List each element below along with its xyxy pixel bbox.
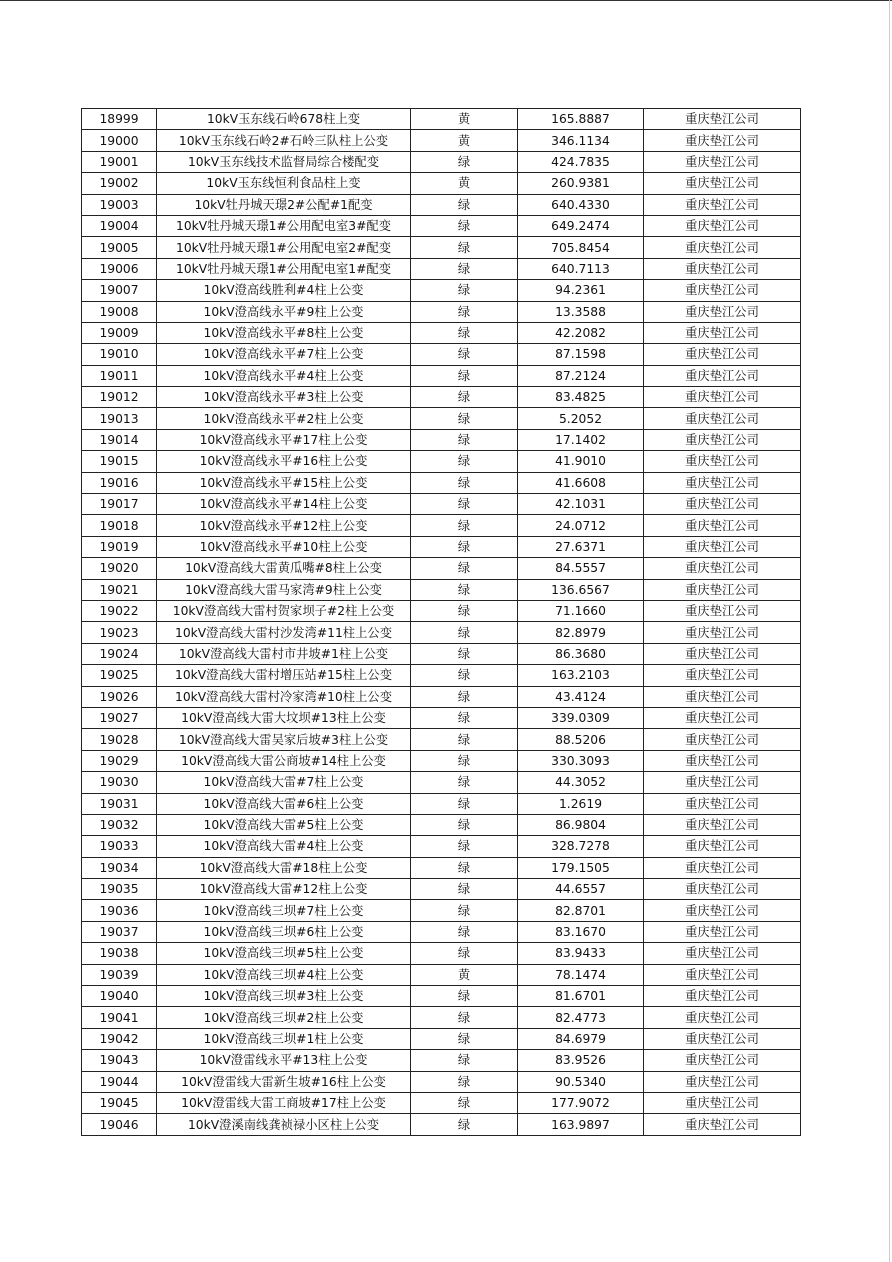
cell-value: 1.2619 — [518, 793, 644, 814]
table-row — [82, 814, 801, 835]
cell-value: 136.6567 — [518, 579, 644, 600]
table-body — [82, 109, 801, 1136]
cell-status: 绿 — [411, 729, 518, 750]
cell-status: 绿 — [411, 750, 518, 771]
cell-value: 88.5206 — [518, 729, 644, 750]
cell-transformer-name: 10kV澄高线永平#9柱上公变 — [157, 301, 411, 322]
cell-transformer-name: 10kV澄高线永平#2柱上公变 — [157, 408, 411, 429]
cell-value: 165.8887 — [518, 109, 644, 130]
table-row — [82, 215, 801, 236]
cell-id: 19035 — [82, 879, 157, 900]
cell-status: 绿 — [411, 365, 518, 386]
cell-transformer-name: 10kV玉东线石岭2#石岭三队柱上公变 — [157, 130, 411, 151]
cell-company: 重庆垫江公司 — [644, 729, 801, 750]
table-row — [82, 665, 801, 686]
cell-transformer-name: 10kV牡丹城天璟1#公用配电室2#配变 — [157, 237, 411, 258]
cell-status: 绿 — [411, 429, 518, 450]
cell-transformer-name: 10kV玉东线技术监督局综合楼配变 — [157, 151, 411, 172]
cell-company: 重庆垫江公司 — [644, 130, 801, 151]
cell-company: 重庆垫江公司 — [644, 622, 801, 643]
cell-id: 19025 — [82, 665, 157, 686]
cell-company: 重庆垫江公司 — [644, 964, 801, 985]
cell-transformer-name: 10kV澄高线大雷村增压站#15柱上公变 — [157, 665, 411, 686]
cell-value: 346.1134 — [518, 130, 644, 151]
cell-value: 87.2124 — [518, 365, 644, 386]
table-row — [82, 1028, 801, 1049]
cell-transformer-name: 10kV澄高线三坝#2柱上公变 — [157, 1007, 411, 1028]
table-row — [82, 365, 801, 386]
cell-value: 81.6701 — [518, 986, 644, 1007]
cell-company: 重庆垫江公司 — [644, 151, 801, 172]
cell-company: 重庆垫江公司 — [644, 707, 801, 728]
cell-id: 19002 — [82, 173, 157, 194]
table-row — [82, 387, 801, 408]
cell-company: 重庆垫江公司 — [644, 1050, 801, 1071]
cell-transformer-name: 10kV澄高线永平#16柱上公变 — [157, 451, 411, 472]
cell-status: 绿 — [411, 665, 518, 686]
cell-transformer-name: 10kV玉东线恒利食品柱上变 — [157, 173, 411, 194]
cell-value: 5.2052 — [518, 408, 644, 429]
cell-value: 179.1505 — [518, 857, 644, 878]
cell-company: 重庆垫江公司 — [644, 1007, 801, 1028]
cell-transformer-name: 10kV澄高线三坝#7柱上公变 — [157, 900, 411, 921]
cell-company: 重庆垫江公司 — [644, 600, 801, 621]
cell-company: 重庆垫江公司 — [644, 772, 801, 793]
cell-company: 重庆垫江公司 — [644, 1071, 801, 1092]
cell-id: 19022 — [82, 600, 157, 621]
cell-id: 19007 — [82, 280, 157, 301]
cell-id: 19010 — [82, 344, 157, 365]
table-row — [82, 515, 801, 536]
table-row — [82, 964, 801, 985]
cell-id: 19012 — [82, 387, 157, 408]
table-row — [82, 879, 801, 900]
cell-company: 重庆垫江公司 — [644, 1028, 801, 1049]
cell-value: 42.2082 — [518, 322, 644, 343]
cell-company: 重庆垫江公司 — [644, 836, 801, 857]
cell-status: 绿 — [411, 836, 518, 857]
cell-value: 328.7278 — [518, 836, 644, 857]
table-row — [82, 237, 801, 258]
cell-status: 绿 — [411, 558, 518, 579]
cell-company: 重庆垫江公司 — [644, 986, 801, 1007]
table-row — [82, 322, 801, 343]
table-row — [82, 857, 801, 878]
table-row — [82, 793, 801, 814]
cell-transformer-name: 10kV澄高线三坝#5柱上公变 — [157, 943, 411, 964]
cell-company: 重庆垫江公司 — [644, 494, 801, 515]
page-right-border — [889, 0, 890, 1262]
cell-transformer-name: 10kV澄雷线永平#13柱上公变 — [157, 1050, 411, 1071]
cell-id: 19028 — [82, 729, 157, 750]
cell-status: 绿 — [411, 494, 518, 515]
cell-company: 重庆垫江公司 — [644, 451, 801, 472]
cell-transformer-name: 10kV澄高线大雷#7柱上公变 — [157, 772, 411, 793]
cell-status: 绿 — [411, 793, 518, 814]
cell-value: 13.3588 — [518, 301, 644, 322]
cell-status: 绿 — [411, 857, 518, 878]
transformer-table — [81, 108, 801, 1136]
cell-status: 绿 — [411, 900, 518, 921]
table-row — [82, 986, 801, 1007]
cell-status: 绿 — [411, 986, 518, 1007]
cell-id: 19017 — [82, 494, 157, 515]
cell-company: 重庆垫江公司 — [644, 109, 801, 130]
cell-id: 19016 — [82, 472, 157, 493]
cell-id: 19024 — [82, 643, 157, 664]
cell-status: 绿 — [411, 280, 518, 301]
cell-id: 19045 — [82, 1092, 157, 1113]
cell-id: 19020 — [82, 558, 157, 579]
cell-id: 19044 — [82, 1071, 157, 1092]
cell-transformer-name: 10kV澄高线永平#7柱上公变 — [157, 344, 411, 365]
cell-status: 绿 — [411, 344, 518, 365]
cell-transformer-name: 10kV牡丹城天璟1#公用配电室1#配变 — [157, 258, 411, 279]
table-row — [82, 494, 801, 515]
cell-id: 19038 — [82, 943, 157, 964]
cell-transformer-name: 10kV澄高线永平#10柱上公变 — [157, 536, 411, 557]
table-row — [82, 109, 801, 130]
table-row — [82, 707, 801, 728]
cell-transformer-name: 10kV澄高线大雷#6柱上公变 — [157, 793, 411, 814]
cell-id: 19009 — [82, 322, 157, 343]
cell-transformer-name: 10kV澄高线永平#8柱上公变 — [157, 322, 411, 343]
cell-id: 19003 — [82, 194, 157, 215]
cell-id: 19041 — [82, 1007, 157, 1028]
cell-value: 705.8454 — [518, 237, 644, 258]
cell-transformer-name: 10kV澄高线永平#4柱上公变 — [157, 365, 411, 386]
cell-id: 19015 — [82, 451, 157, 472]
cell-company: 重庆垫江公司 — [644, 280, 801, 301]
cell-status: 黄 — [411, 173, 518, 194]
cell-transformer-name: 10kV澄高线大雷公商坡#14柱上公变 — [157, 750, 411, 771]
cell-value: 42.1031 — [518, 494, 644, 515]
cell-transformer-name: 10kV澄雷线大雷新生坡#16柱上公变 — [157, 1071, 411, 1092]
table-row — [82, 943, 801, 964]
cell-value: 44.6557 — [518, 879, 644, 900]
cell-status: 绿 — [411, 579, 518, 600]
cell-status: 绿 — [411, 258, 518, 279]
cell-id: 19006 — [82, 258, 157, 279]
cell-company: 重庆垫江公司 — [644, 237, 801, 258]
cell-transformer-name: 10kV澄高线永平#17柱上公变 — [157, 429, 411, 450]
cell-id: 19019 — [82, 536, 157, 557]
cell-company: 重庆垫江公司 — [644, 900, 801, 921]
cell-id: 19026 — [82, 686, 157, 707]
table-row — [82, 921, 801, 942]
table-row — [82, 1114, 801, 1135]
table-row — [82, 729, 801, 750]
cell-company: 重庆垫江公司 — [644, 579, 801, 600]
cell-transformer-name: 10kV澄高线大雷#18柱上公变 — [157, 857, 411, 878]
cell-id: 19029 — [82, 750, 157, 771]
cell-status: 绿 — [411, 772, 518, 793]
cell-company: 重庆垫江公司 — [644, 814, 801, 835]
cell-value: 71.1660 — [518, 600, 644, 621]
cell-value: 640.4330 — [518, 194, 644, 215]
cell-status: 绿 — [411, 1028, 518, 1049]
cell-transformer-name: 10kV澄溪南线龚祯禄小区柱上公变 — [157, 1114, 411, 1135]
cell-company: 重庆垫江公司 — [644, 344, 801, 365]
cell-id: 18999 — [82, 109, 157, 130]
table-row — [82, 836, 801, 857]
table-row — [82, 579, 801, 600]
cell-status: 绿 — [411, 237, 518, 258]
cell-status: 黄 — [411, 964, 518, 985]
table-row — [82, 643, 801, 664]
table-row — [82, 472, 801, 493]
cell-status: 黄 — [411, 130, 518, 151]
cell-id: 19008 — [82, 301, 157, 322]
cell-status: 绿 — [411, 643, 518, 664]
table-row — [82, 344, 801, 365]
cell-company: 重庆垫江公司 — [644, 1092, 801, 1113]
cell-status: 绿 — [411, 1092, 518, 1113]
cell-company: 重庆垫江公司 — [644, 322, 801, 343]
table-row — [82, 536, 801, 557]
cell-id: 19037 — [82, 921, 157, 942]
cell-company: 重庆垫江公司 — [644, 750, 801, 771]
cell-transformer-name: 10kV澄高线大雷村市井坡#1柱上公变 — [157, 643, 411, 664]
cell-id: 19030 — [82, 772, 157, 793]
cell-transformer-name: 10kV澄高线胜利#4柱上公变 — [157, 280, 411, 301]
cell-id: 19018 — [82, 515, 157, 536]
cell-id: 19031 — [82, 793, 157, 814]
cell-value: 84.6979 — [518, 1028, 644, 1049]
cell-status: 绿 — [411, 1007, 518, 1028]
cell-company: 重庆垫江公司 — [644, 215, 801, 236]
cell-id: 19013 — [82, 408, 157, 429]
cell-status: 绿 — [411, 814, 518, 835]
cell-value: 163.9897 — [518, 1114, 644, 1135]
cell-transformer-name: 10kV牡丹城天璟1#公用配电室3#配变 — [157, 215, 411, 236]
cell-status: 绿 — [411, 600, 518, 621]
cell-company: 重庆垫江公司 — [644, 173, 801, 194]
cell-id: 19034 — [82, 857, 157, 878]
cell-company: 重庆垫江公司 — [644, 472, 801, 493]
cell-status: 绿 — [411, 194, 518, 215]
cell-value: 41.9010 — [518, 451, 644, 472]
cell-status: 绿 — [411, 879, 518, 900]
cell-value: 339.0309 — [518, 707, 644, 728]
table-row — [82, 258, 801, 279]
cell-transformer-name: 10kV澄高线三坝#4柱上公变 — [157, 964, 411, 985]
cell-status: 绿 — [411, 301, 518, 322]
table-row — [82, 429, 801, 450]
table-row — [82, 686, 801, 707]
table-row — [82, 451, 801, 472]
cell-status: 绿 — [411, 451, 518, 472]
cell-status: 绿 — [411, 515, 518, 536]
cell-id: 19011 — [82, 365, 157, 386]
cell-status: 绿 — [411, 622, 518, 643]
cell-status: 绿 — [411, 1114, 518, 1135]
cell-id: 19027 — [82, 707, 157, 728]
cell-value: 163.2103 — [518, 665, 644, 686]
cell-id: 19032 — [82, 814, 157, 835]
cell-value: 640.7113 — [518, 258, 644, 279]
cell-value: 177.9072 — [518, 1092, 644, 1113]
table-row — [82, 301, 801, 322]
cell-company: 重庆垫江公司 — [644, 365, 801, 386]
cell-transformer-name: 10kV澄高线永平#15柱上公变 — [157, 472, 411, 493]
cell-value: 86.3680 — [518, 643, 644, 664]
cell-value: 83.9433 — [518, 943, 644, 964]
cell-id: 19005 — [82, 237, 157, 258]
cell-status: 绿 — [411, 387, 518, 408]
cell-status: 绿 — [411, 943, 518, 964]
cell-id: 19001 — [82, 151, 157, 172]
table-row — [82, 1050, 801, 1071]
cell-status: 绿 — [411, 1050, 518, 1071]
cell-value: 82.8701 — [518, 900, 644, 921]
cell-id: 19033 — [82, 836, 157, 857]
cell-transformer-name: 10kV澄高线永平#12柱上公变 — [157, 515, 411, 536]
cell-id: 19021 — [82, 579, 157, 600]
cell-value: 17.1402 — [518, 429, 644, 450]
cell-transformer-name: 10kV澄高线大雷村沙发湾#11柱上公变 — [157, 622, 411, 643]
cell-company: 重庆垫江公司 — [644, 1114, 801, 1135]
page-top-border — [0, 0, 892, 1]
cell-status: 绿 — [411, 921, 518, 942]
cell-id: 19042 — [82, 1028, 157, 1049]
table-row — [82, 173, 801, 194]
cell-value: 41.6608 — [518, 472, 644, 493]
cell-transformer-name: 10kV澄高线大雷#5柱上公变 — [157, 814, 411, 835]
table-row — [82, 151, 801, 172]
cell-transformer-name: 10kV玉东线石岭678柱上变 — [157, 109, 411, 130]
cell-value: 94.2361 — [518, 280, 644, 301]
cell-status: 绿 — [411, 408, 518, 429]
cell-company: 重庆垫江公司 — [644, 665, 801, 686]
cell-value: 649.2474 — [518, 215, 644, 236]
table-row — [82, 750, 801, 771]
cell-company: 重庆垫江公司 — [644, 429, 801, 450]
cell-transformer-name: 10kV澄高线三坝#1柱上公变 — [157, 1028, 411, 1049]
cell-value: 43.4124 — [518, 686, 644, 707]
cell-company: 重庆垫江公司 — [644, 793, 801, 814]
cell-value: 330.3093 — [518, 750, 644, 771]
cell-company: 重庆垫江公司 — [644, 643, 801, 664]
table-row — [82, 772, 801, 793]
cell-value: 424.7835 — [518, 151, 644, 172]
table-row — [82, 622, 801, 643]
cell-company: 重庆垫江公司 — [644, 194, 801, 215]
cell-id: 19040 — [82, 986, 157, 1007]
cell-value: 90.5340 — [518, 1071, 644, 1092]
cell-transformer-name: 10kV澄高线永平#14柱上公变 — [157, 494, 411, 515]
cell-transformer-name: 10kV澄高线大雷#4柱上公变 — [157, 836, 411, 857]
cell-company: 重庆垫江公司 — [644, 558, 801, 579]
cell-status: 绿 — [411, 322, 518, 343]
cell-transformer-name: 10kV澄雷线大雷工商坡#17柱上公变 — [157, 1092, 411, 1113]
cell-transformer-name: 10kV澄高线大雷村冷家湾#10柱上公变 — [157, 686, 411, 707]
cell-value: 83.9526 — [518, 1050, 644, 1071]
cell-value: 82.8979 — [518, 622, 644, 643]
cell-value: 87.1598 — [518, 344, 644, 365]
cell-company: 重庆垫江公司 — [644, 879, 801, 900]
cell-id: 19000 — [82, 130, 157, 151]
cell-value: 83.4825 — [518, 387, 644, 408]
table-row — [82, 1092, 801, 1113]
cell-transformer-name: 10kV澄高线大雷吴家后坡#3柱上公变 — [157, 729, 411, 750]
table-row — [82, 194, 801, 215]
cell-company: 重庆垫江公司 — [644, 943, 801, 964]
cell-company: 重庆垫江公司 — [644, 408, 801, 429]
cell-status: 绿 — [411, 686, 518, 707]
cell-status: 绿 — [411, 151, 518, 172]
cell-company: 重庆垫江公司 — [644, 515, 801, 536]
cell-value: 27.6371 — [518, 536, 644, 557]
table-row — [82, 900, 801, 921]
cell-status: 绿 — [411, 215, 518, 236]
table-row — [82, 600, 801, 621]
cell-transformer-name: 10kV澄高线三坝#6柱上公变 — [157, 921, 411, 942]
table-row — [82, 408, 801, 429]
cell-transformer-name: 10kV澄高线永平#3柱上公变 — [157, 387, 411, 408]
cell-company: 重庆垫江公司 — [644, 387, 801, 408]
cell-value: 78.1474 — [518, 964, 644, 985]
cell-status: 绿 — [411, 536, 518, 557]
table-row — [82, 1007, 801, 1028]
cell-id: 19023 — [82, 622, 157, 643]
cell-company: 重庆垫江公司 — [644, 857, 801, 878]
cell-transformer-name: 10kV澄高线三坝#3柱上公变 — [157, 986, 411, 1007]
cell-company: 重庆垫江公司 — [644, 258, 801, 279]
cell-status: 绿 — [411, 1071, 518, 1092]
table-row — [82, 558, 801, 579]
cell-value: 82.4773 — [518, 1007, 644, 1028]
cell-id: 19036 — [82, 900, 157, 921]
cell-transformer-name: 10kV澄高线大雷村贺家坝子#2柱上公变 — [157, 600, 411, 621]
cell-company: 重庆垫江公司 — [644, 536, 801, 557]
cell-id: 19004 — [82, 215, 157, 236]
cell-value: 44.3052 — [518, 772, 644, 793]
cell-company: 重庆垫江公司 — [644, 921, 801, 942]
cell-transformer-name: 10kV澄高线大雷黄瓜嘴#8柱上公变 — [157, 558, 411, 579]
cell-transformer-name: 10kV澄高线大雷马家湾#9柱上公变 — [157, 579, 411, 600]
cell-id: 19014 — [82, 429, 157, 450]
cell-id: 19046 — [82, 1114, 157, 1135]
cell-transformer-name: 10kV牡丹城天璟2#公配#1配变 — [157, 194, 411, 215]
cell-transformer-name: 10kV澄高线大雷大坟坝#13柱上公变 — [157, 707, 411, 728]
cell-value: 260.9381 — [518, 173, 644, 194]
table-row — [82, 280, 801, 301]
cell-transformer-name: 10kV澄高线大雷#12柱上公变 — [157, 879, 411, 900]
table-row — [82, 130, 801, 151]
cell-value: 24.0712 — [518, 515, 644, 536]
cell-value: 86.9804 — [518, 814, 644, 835]
cell-status: 绿 — [411, 707, 518, 728]
cell-id: 19039 — [82, 964, 157, 985]
table-row — [82, 1071, 801, 1092]
cell-value: 83.1670 — [518, 921, 644, 942]
cell-company: 重庆垫江公司 — [644, 686, 801, 707]
cell-company: 重庆垫江公司 — [644, 301, 801, 322]
cell-status: 黄 — [411, 109, 518, 130]
cell-status: 绿 — [411, 472, 518, 493]
cell-id: 19043 — [82, 1050, 157, 1071]
cell-value: 84.5557 — [518, 558, 644, 579]
